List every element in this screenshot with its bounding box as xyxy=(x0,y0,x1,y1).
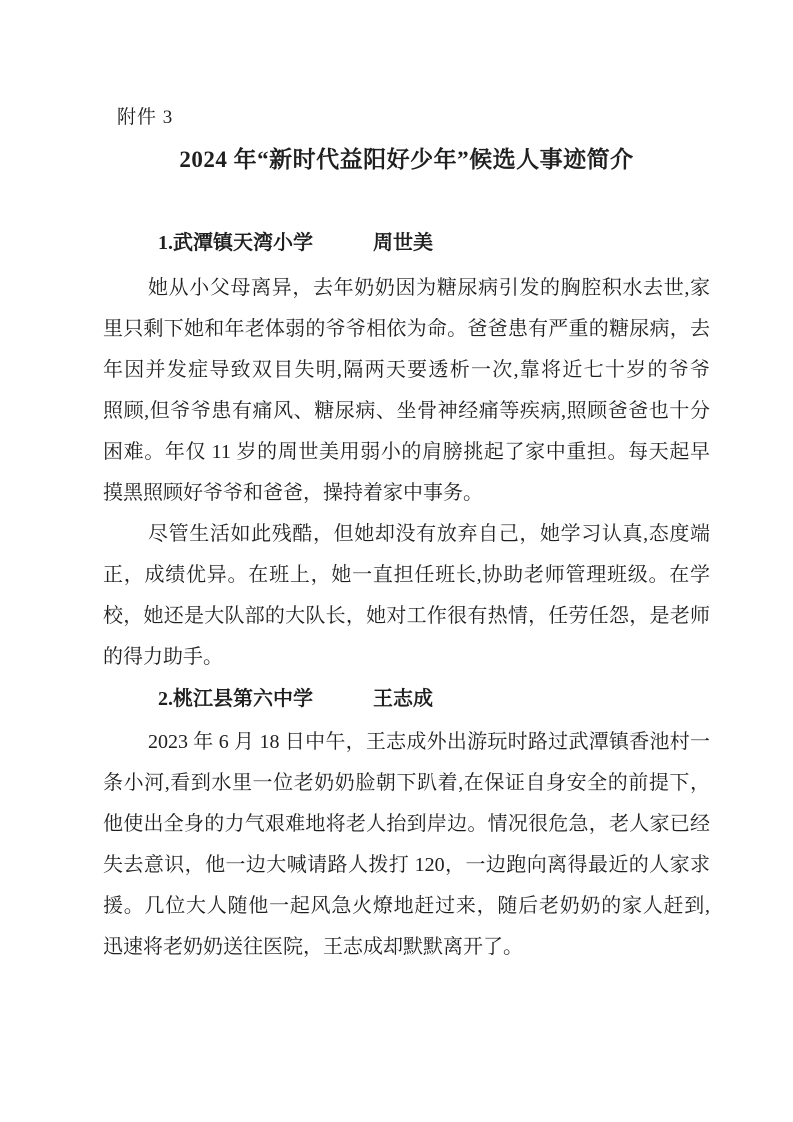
paragraph-line: 2023 年 6 月 18 日中午，王志成外出游玩时路过武潭镇香池村一 xyxy=(148,731,710,753)
paragraph-line: 迅速将老奶奶送往医院，王志成却默默离开了。 xyxy=(103,936,523,958)
paragraph-line: 尽管生活如此残酷，但她却没有放弃自己，她学习认真,态度端 xyxy=(148,523,710,545)
paragraph-line: 他使出全身的力气艰难地将老人抬到岸边。情况很危急，老人家已经 xyxy=(103,813,710,835)
paragraph-line: 条小河,看到水里一位老奶奶脸朝下趴着,在保证自身安全的前提下， xyxy=(103,772,710,794)
section-2-heading: 2.桃江县第六中学 王志成 xyxy=(158,688,433,710)
section-2 xyxy=(103,684,710,968)
paragraph-line: 正，成绩优异。在班上，她一直担任班长,协助老师管理班级。在学 xyxy=(103,564,710,586)
paragraph-line: 援。几位大人随他一起风急火燎地赶过来，随后老奶奶的家人赶到, xyxy=(103,895,710,917)
paragraph-line: 照顾,但爷爷患有痛风、糖尿病、坐骨神经痛等疾病,照顾爸爸也十分 xyxy=(103,400,710,422)
paragraph-line: 的得力助手。 xyxy=(103,646,223,668)
paragraph-line: 里只剩下她和年老体弱的爷爷相依为命。爸爸患有严重的糖尿病，去 xyxy=(103,318,710,340)
paragraph-line: 她从小父母离异，去年奶奶因为糖尿病引发的胸腔积水去世,家 xyxy=(148,277,710,299)
section-2-paragraph-1 xyxy=(103,722,710,968)
document-content xyxy=(103,0,710,968)
attachment-label: 附件 3 xyxy=(117,107,174,128)
paragraph-line: 摸黑照顾好爷爷和爸爸，操持着家中事务。 xyxy=(103,482,483,504)
section-1-paragraph-1 xyxy=(103,268,710,514)
document-title: 2024 年“新时代益阳好少年”候选人事迹简介 xyxy=(179,147,634,172)
section-1-heading: 1.武潭镇天湾小学 周世美 xyxy=(158,232,433,254)
paragraph-line: 年因并发症导致双目失明,隔两天要透析一次,靠将近七十岁的爷爷 xyxy=(103,359,710,381)
paragraph-line: 困难。年仅 11 岁的周世美用弱小的肩膀挑起了家中重担。每天起早 xyxy=(103,441,710,463)
paragraph-line: 失去意识，他一边大喊请路人拨打 120，一边跑向离得最近的人家求 xyxy=(103,854,710,876)
section-1 xyxy=(103,228,710,678)
paragraph-line: 校，她还是大队部的大队长，她对工作很有热情，任劳任怨，是老师 xyxy=(103,605,710,627)
section-1-paragraph-2 xyxy=(103,514,710,678)
